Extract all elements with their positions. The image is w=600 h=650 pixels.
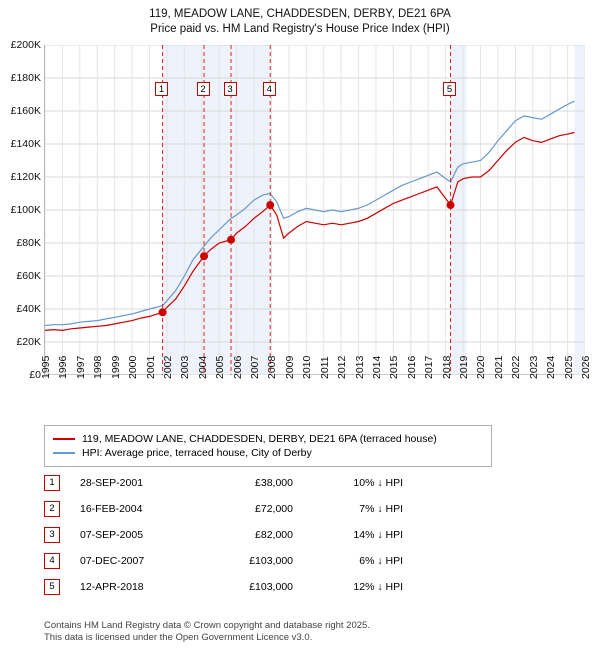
legend-label-hpi: HPI: Average price, terraced house, City of Derby xyxy=(82,447,312,459)
sale-date: 28-SEP-2001 xyxy=(80,477,144,489)
y-axis-tick-label: £200K xyxy=(10,39,41,51)
sale-index-badge: 3 xyxy=(44,527,60,543)
sale-index-badge: 2 xyxy=(44,501,60,517)
legend-swatch-hpi xyxy=(53,452,75,454)
x-axis-tick-label: 2003 xyxy=(179,355,192,379)
x-axis-tick-label: 2000 xyxy=(127,355,140,379)
sale-marker-label: 5 xyxy=(443,82,456,96)
sale-marker-label: 3 xyxy=(224,82,237,96)
y-axis-tick-label: £140K xyxy=(10,138,41,150)
x-axis-tick-label: 2016 xyxy=(405,355,418,379)
x-axis-tick-label: 2007 xyxy=(249,355,262,379)
sale-index-badge: 5 xyxy=(44,579,60,595)
legend-item-property xyxy=(53,433,483,445)
chart-title-line2: Price paid vs. HM Land Registry's House Price Index (HPI) xyxy=(150,23,450,35)
table-row xyxy=(44,470,544,496)
y-axis-tick-label: £0 xyxy=(29,369,41,381)
footer-line-2: This data is licensed under the Open Government Licence v3.0. xyxy=(44,632,313,643)
sale-marker-label: 1 xyxy=(155,82,168,96)
x-axis-tick-label: 2022 xyxy=(510,355,523,379)
plot-inner xyxy=(44,45,584,375)
table-row xyxy=(44,548,544,574)
y-axis-tick-label: £60K xyxy=(16,270,41,282)
sale-hpi-delta: 7% ↓ HPI xyxy=(359,503,403,515)
y-axis-tick-label: £100K xyxy=(10,204,41,216)
sale-marker-label: 4 xyxy=(263,82,276,96)
x-axis-tick-label: 2026 xyxy=(580,355,592,379)
chart-area xyxy=(0,40,600,380)
y-axis-tick-label: £180K xyxy=(10,72,41,84)
x-axis-tick-label: 1995 xyxy=(40,355,52,379)
x-axis-tick-label: 2012 xyxy=(336,355,349,379)
x-axis-tick-label: 2020 xyxy=(475,355,488,379)
x-axis-tick-label: 2009 xyxy=(283,355,296,379)
sale-hpi-delta: 10% ↓ HPI xyxy=(353,477,403,489)
footer-attribution xyxy=(44,620,370,644)
x-axis-tick-label: 2004 xyxy=(196,355,209,379)
y-axis-tick-label: £40K xyxy=(16,303,41,315)
table-row xyxy=(44,496,544,522)
x-axis-tick-label: 2010 xyxy=(301,355,314,379)
sale-price: £82,000 xyxy=(255,529,293,541)
x-axis-tick-label: 2005 xyxy=(214,355,227,379)
x-axis-tick-label: 2025 xyxy=(562,355,575,379)
sale-date: 12-APR-2018 xyxy=(80,581,144,593)
x-axis-tick-label: 2011 xyxy=(318,356,331,379)
plot-area xyxy=(44,45,584,375)
sales-table xyxy=(44,470,544,600)
x-axis-tick-label: 1999 xyxy=(109,355,122,379)
table-row xyxy=(44,574,544,600)
chart-title xyxy=(0,0,600,37)
sale-price: £103,000 xyxy=(249,581,293,593)
table-row xyxy=(44,522,544,548)
x-axis-tick-label: 2023 xyxy=(527,355,540,379)
x-axis-tick-label: 1996 xyxy=(57,355,70,379)
x-axis-tick-label: 2018 xyxy=(440,355,453,379)
x-axis-tick-label: 2001 xyxy=(144,355,157,379)
x-axis-tick-label: 2021 xyxy=(492,355,505,379)
footer-line-1: Contains HM Land Registry data © Crown copyright and database right 2025. xyxy=(44,620,370,631)
sale-marker-label: 2 xyxy=(197,82,210,96)
x-axis-tick-label: 2002 xyxy=(161,355,174,379)
chart-title-line1: 119, MEADOW LANE, CHADDESDEN, DERBY, DE21 6PA xyxy=(149,8,451,20)
y-axis-tick-label: £160K xyxy=(10,105,41,117)
x-axis-tick-label: 2015 xyxy=(388,355,401,379)
sale-hpi-delta: 12% ↓ HPI xyxy=(353,581,403,593)
x-axis-tick-label: 2024 xyxy=(545,355,558,379)
price-history-chart xyxy=(45,45,585,375)
x-axis-tick-label: 1997 xyxy=(74,355,87,379)
sale-hpi-delta: 14% ↓ HPI xyxy=(353,529,403,541)
legend-label-property: 119, MEADOW LANE, CHADDESDEN, DERBY, DE21 6PA (terraced house) xyxy=(82,433,437,445)
y-axis-ticks xyxy=(0,39,44,381)
legend-item-hpi xyxy=(53,447,483,459)
sale-date: 07-SEP-2005 xyxy=(80,529,144,541)
sale-date: 16-FEB-2004 xyxy=(80,503,143,515)
x-axis-tick-label: 2019 xyxy=(458,355,471,379)
x-axis-tick-label: 2017 xyxy=(423,355,436,379)
sale-hpi-delta: 6% ↓ HPI xyxy=(359,555,403,567)
x-axis-tick-label: 1998 xyxy=(92,355,105,379)
x-axis-tick-label: 2006 xyxy=(231,355,244,379)
x-axis-tick-label: 2013 xyxy=(353,355,366,379)
chart-legend xyxy=(44,425,492,467)
sale-date: 07-DEC-2007 xyxy=(80,555,145,567)
y-axis-tick-label: £20K xyxy=(16,336,41,348)
x-axis-tick-label: 2014 xyxy=(370,355,383,379)
y-axis-tick-label: £80K xyxy=(16,237,41,249)
legend-swatch-property xyxy=(53,438,75,440)
sale-price: £103,000 xyxy=(249,555,293,567)
sale-index-badge: 4 xyxy=(44,553,60,569)
y-axis-tick-label: £120K xyxy=(10,171,41,183)
sale-price: £72,000 xyxy=(255,503,293,515)
sale-price: £38,000 xyxy=(255,477,293,489)
sale-index-badge: 1 xyxy=(44,475,60,491)
x-axis-tick-label: 2008 xyxy=(266,355,279,379)
